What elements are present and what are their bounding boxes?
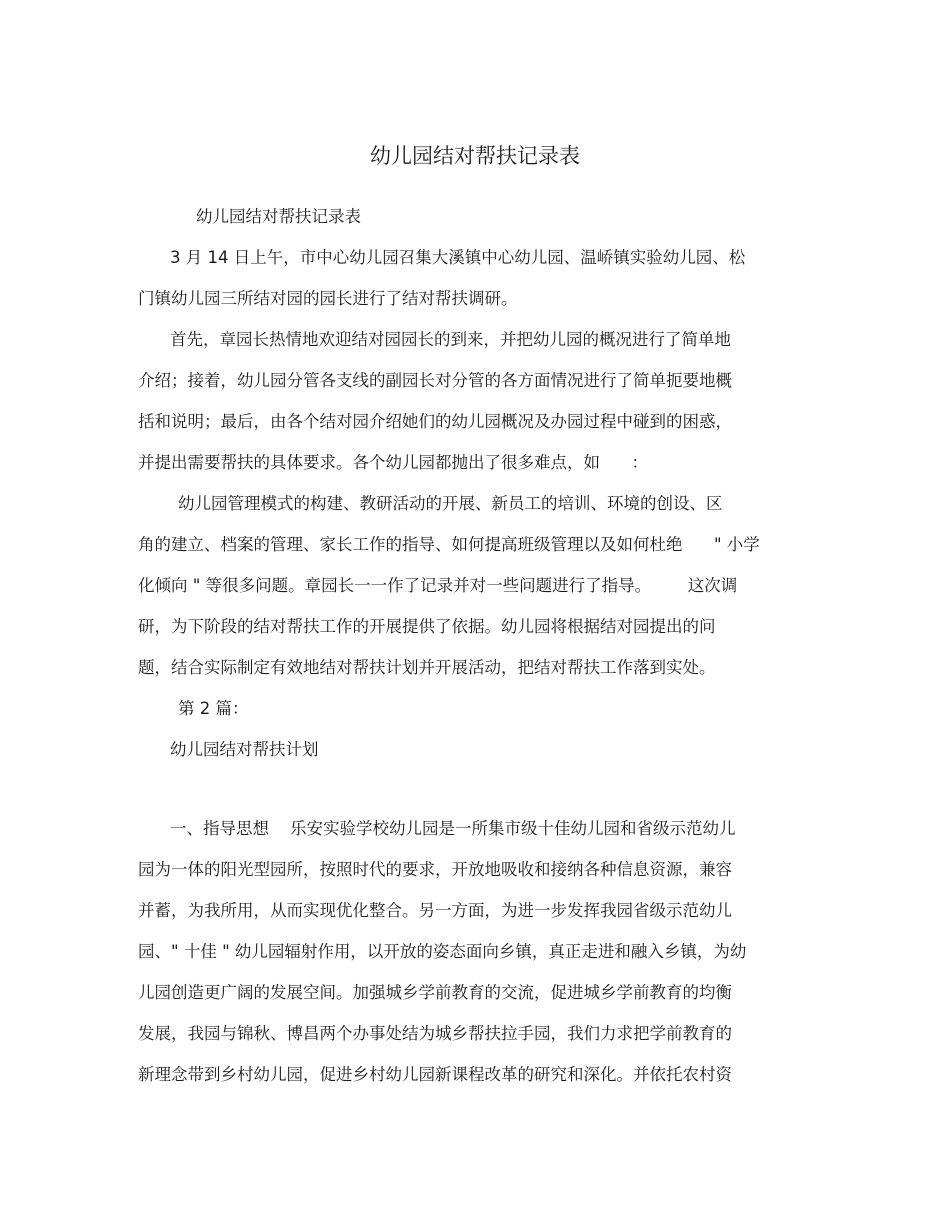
- paragraph-line: 介绍；接着，幼儿园分管各支线的副园长对分管的各方面情况进行了简单扼要地概: [138, 371, 732, 390]
- paragraph-line: 新理念带到乡村幼儿园，促进乡村幼儿园新课程改革的研究和深化。并依托农村资: [138, 1065, 732, 1084]
- document-title: 幼儿园结对帮扶记录表: [370, 144, 580, 168]
- paragraph-line: 幼儿园管理模式的构建、教研活动的开展、新员工的培训、环境的创设、区: [178, 494, 723, 513]
- paragraph-line: 并蓄，为我所用，从而实现优化整合。另一方面，为进一步发挥我园省级示范幼儿: [138, 901, 732, 920]
- paragraph-line: 一、指导思想 乐安实验学校幼儿园是一所集市级十佳幼儿园和省级示范幼儿: [170, 819, 736, 838]
- paragraph-line: 首先，章园长热情地欢迎结对园园长的到来，并把幼儿园的概况进行了简单地: [170, 330, 731, 349]
- paragraph-line: 角的建立、档案的管理、家长工作的指导、如何提高班级管理以及如何杜绝 " 小学: [138, 535, 760, 554]
- paragraph-line: 园为一体的阳光型园所，按照时代的要求，开放地吸收和接纳各种信息资源，兼容: [138, 860, 732, 879]
- paragraph-line: 园、" 十佳 " 幼儿园辐射作用，以开放的姿态面向乡镇，真正走进和融入乡镇，为幼: [138, 942, 747, 961]
- section-subtitle: 幼儿园结对帮扶计划: [170, 740, 319, 759]
- paragraph-line: 并提出需要帮扶的具体要求。各个幼儿园都抛出了很多难点，如 ：: [138, 453, 648, 472]
- paragraph-line: 题，结合实际制定有效地结对帮扶计划并开展活动，把结对帮扶工作落到实处。: [138, 658, 716, 677]
- paragraph-line: 3 月 14 日上午，市中心幼儿园召集大溪镇中心幼儿园、温峤镇实验幼儿园、松: [170, 248, 746, 267]
- section-heading: 第 2 篇：: [178, 699, 249, 718]
- paragraph-line: 儿园创造更广阔的发展空间。加强城乡学前教育的交流，促进城乡学前教育的均衡: [138, 983, 732, 1002]
- paragraph-line: 研，为下阶段的结对帮扶工作的开展提供了依据。幼儿园将根据结对园提出的问: [138, 617, 716, 636]
- paragraph-line: 幼儿园结对帮扶记录表: [196, 207, 361, 226]
- paragraph-line: 门镇幼儿园三所结对园的园长进行了结对帮扶调研。: [138, 289, 518, 308]
- paragraph-line: 化倾向 " 等很多问题。章园长一一作了记录并对一些问题进行了指导。 这次调: [138, 576, 738, 595]
- paragraph-line: 发展，我园与锦秋、博昌两个办事处结为城乡帮扶拉手园，我们力求把学前教育的: [138, 1024, 732, 1043]
- paragraph-line: 括和说明；最后，由各个结对园介绍她们的幼儿园概况及办园过程中碰到的困惑，: [138, 412, 732, 431]
